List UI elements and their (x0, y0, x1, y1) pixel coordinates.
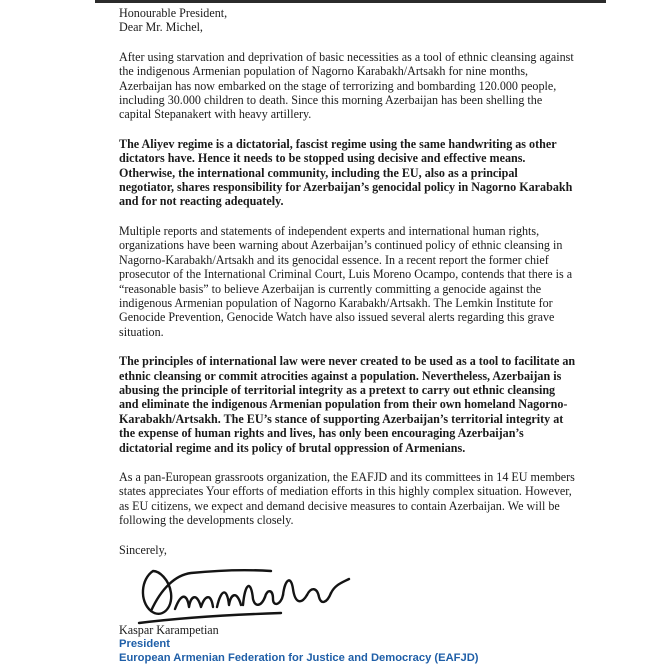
paragraph-expert-reports: Multiple reports and statements of independent experts and international human rights, organizations have been warning about Azerbaijan’s continued policy of ethnic cleansing in Nagorno-Karabakh/Artsakh and its genocidal essence. In a recent report the former chief prosecutor of the International Criminal Court, Luis Moreno Ocampo, contends that there is a “reasonable basis” to believe Azerbaijan is currently committing a genocide against the indigenous Armenian population of Nagorno Karabakh/Artsakh. The Lemkin Institute for Genocide Prevention, Genocide Watch have also issued several alerts regarding this grave situation. (119, 223, 573, 339)
paragraph-international-law: The principles of international law were never created to be used as a tool to facilitate an ethnic cleansing or commit atrocities against a population. Nevertheless, Azerbaijan is abusing the principle of territorial integrity as a pretext to carry out ethnic cleansing and eliminate the indigenous Armenian population from their own homeland Nagorno- Karabakh/Artsakh. The EU’s stance of supporting Azerbaijan’s territorial integrity at the expense of human rights and lives, has only been encouraging Azerbaijan’s dictatorial regime and its policy of brutal oppression of Armenians. (119, 354, 576, 455)
letter-body (119, 6, 599, 665)
signer-organization: European Armenian Federation for Justice and Democracy (EAFJD) (119, 652, 479, 665)
paragraph-eafjd-position: As a pan-European grassroots organization, the EAFJD and its committees in 14 EU members states appreciates Your efforts of mediation efforts in this highly complex situation. However, as EU citizens, we expect and demand decisive measures to contain Azerbaijan. We will be following the developments closely. (119, 469, 575, 528)
signer-name: Kaspar Karampetian (119, 623, 219, 637)
greeting-line-1: Honourable President, (119, 6, 228, 20)
handwritten-signature (119, 557, 419, 629)
letterhead-top-rule (95, 0, 606, 3)
signer-title: President (119, 638, 170, 651)
greeting-line-2: Dear Mr. Michel, (119, 20, 203, 35)
signature-icon (131, 549, 361, 629)
paragraph-starvation: After using starvation and deprivation of basic necessities as a tool of ethnic cleansing against the indigenous Armenian population of Nagorno Karabakh/Artsakh for nine months, Azerbaijan has now embarked on the stage of terrorizing and bombarding 120.000 people, including 30.000 children to death. Since this morning Azerbaijan has been shelling the capital Stepanakert with heavy artillery. (119, 49, 574, 122)
closing: Sincerely, (119, 542, 167, 557)
paragraph-aliyev-regime: The Aliyev regime is a dictatorial, fascist regime using the same handwriting as other dictators have. Hence it needs to be stopped using decisive and effective means. Otherwise, the international community, including the EU, also as a principal negotiator, shares responsibility for Azerbaijan’s genocidal policy in Nagorno Karabakh and for not reacting adequately. (119, 136, 573, 209)
